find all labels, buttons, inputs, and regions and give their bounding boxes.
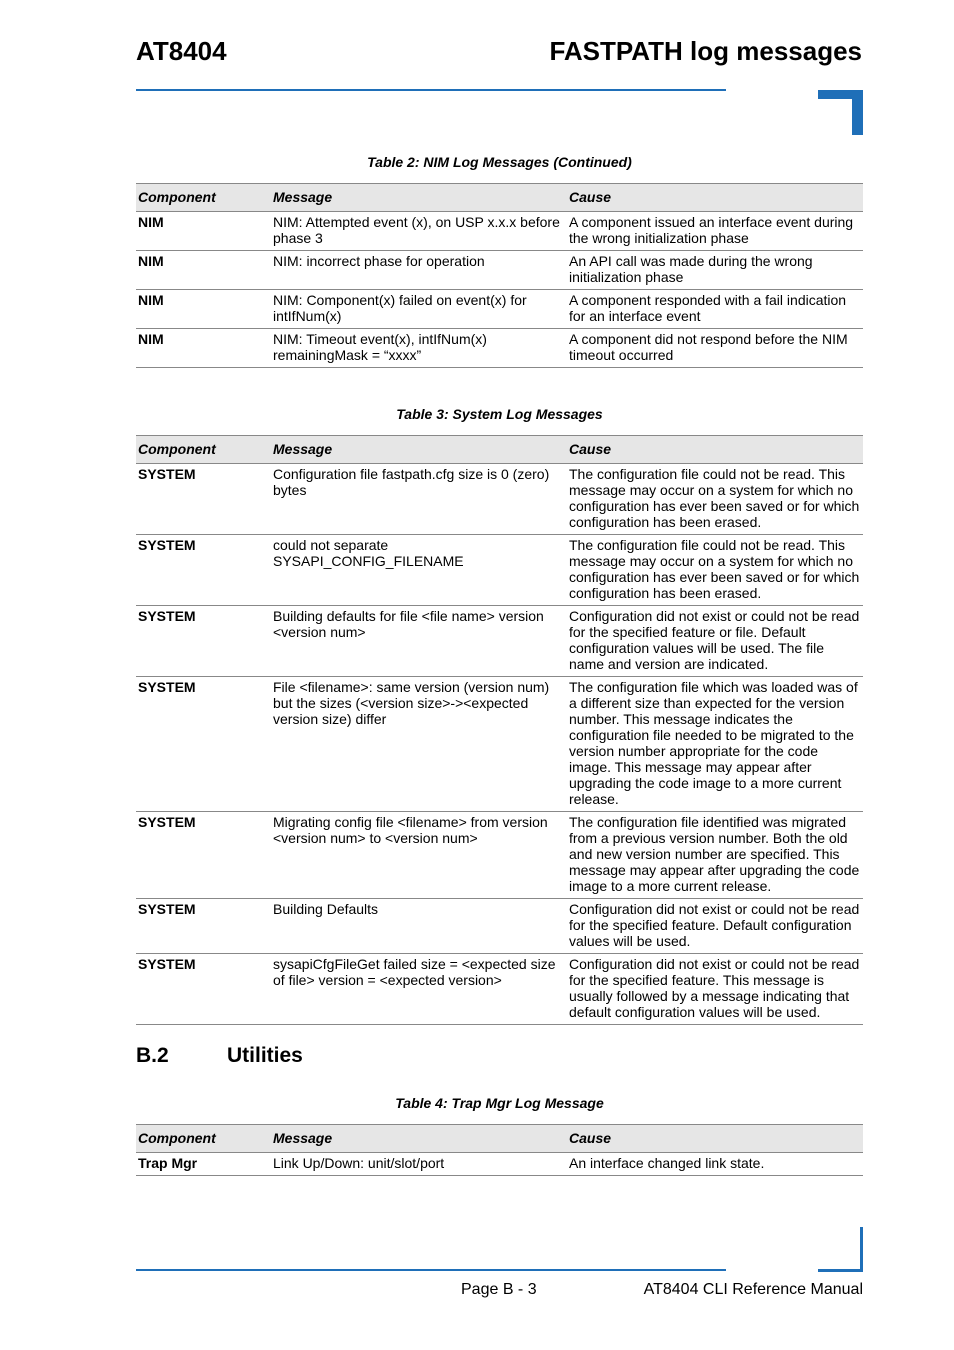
message-cell: Migrating config file <filename> from version <version num> to <version num> [271, 812, 567, 899]
section-heading [136, 1044, 303, 1068]
page-number: Page B - 3 [461, 1281, 537, 1298]
column-header-cause: Cause [567, 1125, 863, 1153]
message-cell: sysapiCfgFileGet failed size = <expected size of file> version = <expected version> [271, 954, 567, 1025]
cause-cell: The configuration file identified was migrated from a previous version number. Both the old and new version number are specified. This message may appear after upgrading the code image to a more current release. [567, 812, 863, 899]
component-cell: SYSTEM [136, 606, 271, 677]
cause-cell: The configuration file which was loaded was of a different size than expected for the version number. This message indicates the configuration file needed to be migrated to the version number appropriate for the code image. This message may appear after upgrading the code image to a more current release. [567, 677, 863, 812]
component-cell: NIM [136, 290, 271, 329]
component-cell: SYSTEM [136, 464, 271, 535]
column-header-component: Component [136, 184, 271, 212]
message-cell: Link Up/Down: unit/slot/port [271, 1153, 567, 1176]
table2-caption: Table 2: NIM Log Messages (Continued) [367, 154, 632, 170]
cause-cell: A component issued an interface event during the wrong initialization phase [567, 212, 863, 251]
header-corner-mark [818, 90, 863, 135]
cause-cell: Configuration did not exist or could not be read for the specified feature or file. Default configuration values will be used. The file name and version are indicated. [567, 606, 863, 677]
table-row [136, 1153, 863, 1176]
table-row [136, 212, 863, 251]
footer-rule [136, 1269, 726, 1271]
table-row [136, 899, 863, 954]
component-cell: SYSTEM [136, 899, 271, 954]
message-cell: NIM: Timeout event(x), intIfNum(x) remainingMask = “xxxx” [271, 329, 567, 368]
header-rule [136, 89, 726, 91]
nim-log-table [136, 183, 863, 368]
table-row [136, 464, 863, 535]
table-row [136, 535, 863, 606]
manual-title: AT8404 CLI Reference Manual [643, 1281, 863, 1298]
cause-cell: An API call was made during the wrong initialization phase [567, 251, 863, 290]
component-cell: SYSTEM [136, 954, 271, 1025]
column-header-message: Message [271, 1125, 567, 1153]
message-cell: Building Defaults [271, 899, 567, 954]
component-cell: NIM [136, 329, 271, 368]
cause-cell: The configuration file could not be read. This message may occur on a system for which no configuration has ever been saved or for which configuration has been erased. [567, 464, 863, 535]
table-header-row [136, 1125, 863, 1153]
table-row [136, 606, 863, 677]
chapter-title: FASTPATH log messages [549, 36, 862, 66]
message-cell: Building defaults for file <file name> version <version num> [271, 606, 567, 677]
component-cell: SYSTEM [136, 535, 271, 606]
column-header-cause: Cause [567, 184, 863, 212]
column-header-message: Message [271, 184, 567, 212]
table-row [136, 812, 863, 899]
table4-caption: Table 4: Trap Mgr Log Message [395, 1095, 604, 1111]
table-row [136, 329, 863, 368]
cause-cell: Configuration did not exist or could not be read for the specified feature. Default configuration values will be used. [567, 899, 863, 954]
table-row [136, 290, 863, 329]
column-header-component: Component [136, 436, 271, 464]
column-header-message: Message [271, 436, 567, 464]
table-header-row [136, 436, 863, 464]
message-cell: File <filename>: same version (version num) but the sizes (<version size>-><expected version size) differ [271, 677, 567, 812]
cause-cell: A component responded with a fail indication for an interface event [567, 290, 863, 329]
table-row [136, 251, 863, 290]
component-cell: SYSTEM [136, 677, 271, 812]
message-cell: NIM: incorrect phase for operation [271, 251, 567, 290]
message-cell: NIM: Attempted event (x), on USP x.x.x before phase 3 [271, 212, 567, 251]
component-cell: NIM [136, 251, 271, 290]
column-header-cause: Cause [567, 436, 863, 464]
section-title: Utilities [227, 1044, 303, 1067]
table-header-row [136, 184, 863, 212]
table-row [136, 677, 863, 812]
table3-caption: Table 3: System Log Messages [396, 406, 603, 422]
cause-cell: An interface changed link state. [567, 1153, 863, 1176]
cause-cell: Configuration did not exist or could not be read for the specified feature. This message is usually followed by a message indicating that default configuration values will be used. [567, 954, 863, 1025]
component-cell: SYSTEM [136, 812, 271, 899]
component-cell: NIM [136, 212, 271, 251]
column-header-component: Component [136, 1125, 271, 1153]
system-log-table [136, 435, 863, 1025]
cause-cell: The configuration file could not be read. This message may occur on a system for which no configuration has ever been saved or for which configuration has been erased. [567, 535, 863, 606]
table-row [136, 954, 863, 1025]
footer-corner-mark-horizontal [818, 1269, 863, 1272]
message-cell: NIM: Component(x) failed on event(x) for intIfNum(x) [271, 290, 567, 329]
cause-cell: A component did not respond before the NIM timeout occurred [567, 329, 863, 368]
message-cell: could not separate SYSAPI_CONFIG_FILENAME [271, 535, 567, 606]
section-number: B.2 [136, 1044, 169, 1067]
component-cell: Trap Mgr [136, 1153, 271, 1176]
document-code: AT8404 [136, 36, 227, 66]
trap-mgr-log-table [136, 1124, 863, 1176]
footer-corner-mark [860, 1227, 863, 1272]
message-cell: Configuration file fastpath.cfg size is 0 (zero) bytes [271, 464, 567, 535]
